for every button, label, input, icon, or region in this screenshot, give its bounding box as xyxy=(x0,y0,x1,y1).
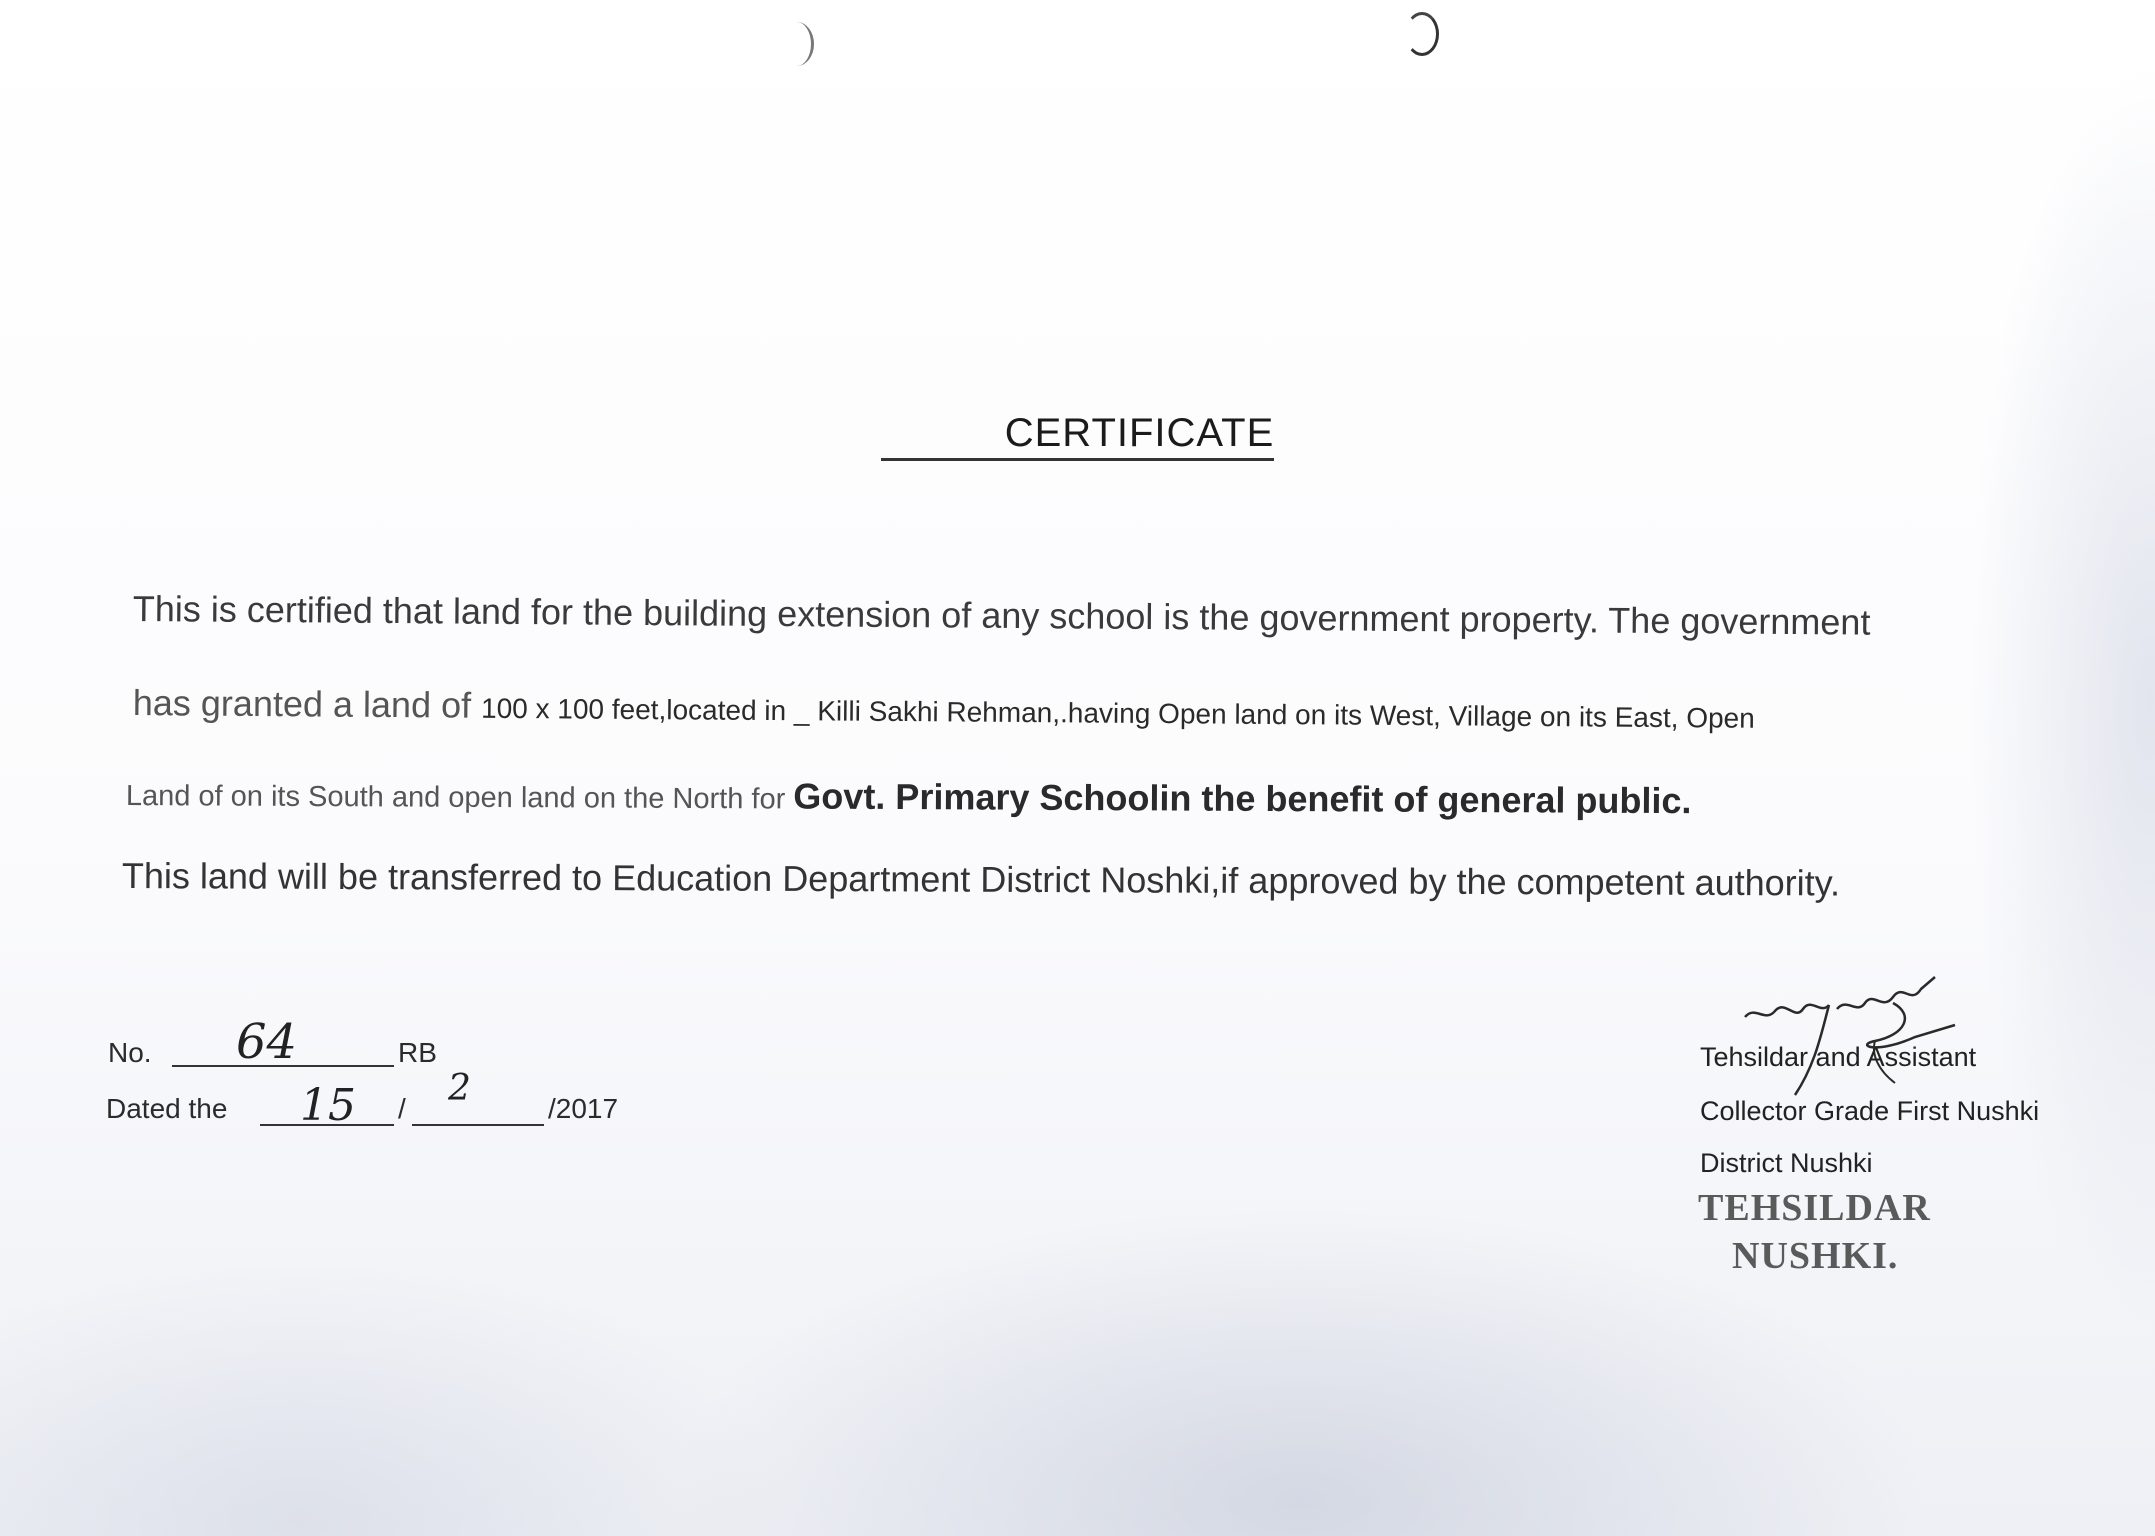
body-line-1: This is certified that land for the building extension of any school is the government property. The government xyxy=(132,588,1871,643)
date-month-blank xyxy=(412,1124,544,1126)
body-line-3-start: Land of on its South and open land on the North for xyxy=(125,779,794,816)
date-day-handwritten: 15 xyxy=(300,1080,356,1131)
certificate-title xyxy=(0,410,2155,461)
certificate-title-text: CERTIFICATE xyxy=(881,410,1275,461)
date-month-handwritten: 2 xyxy=(448,1068,471,1109)
signatory-line-2: Collector Grade First Nushki xyxy=(1700,1096,2040,1126)
stamp-line-2: NUSHKI. xyxy=(1732,1235,1899,1277)
signature-scribble xyxy=(1725,975,1985,1105)
reference-no-label: No. xyxy=(108,1037,152,1068)
body-line-2-rest: 100 x 100 feet,located in _ Killi Sakhi Rehman,.having Open land on its West, Village on its East, Open xyxy=(480,692,1755,734)
date-year: /2017 xyxy=(548,1093,619,1124)
punch-hole-mark xyxy=(780,22,814,66)
signatory-line-3: District Nushki xyxy=(1700,1148,1873,1178)
reference-no-suffix: RB xyxy=(398,1037,437,1068)
body-line-3-school: Govt. Primary Schoolin the benefit of general public. xyxy=(793,775,1692,822)
signatory-line-1: Tehsildar and Assistant xyxy=(1700,1042,1977,1072)
date-separator: / xyxy=(398,1093,406,1124)
punch-hole-mark xyxy=(1405,12,1439,56)
body-line-2 xyxy=(133,682,1755,737)
stamp-line-1: TEHSILDAR xyxy=(1698,1187,1931,1229)
body-line-3 xyxy=(126,772,1692,822)
reference-no-handwritten: 64 xyxy=(236,1014,298,1070)
body-line-2-start: has granted a land of xyxy=(132,682,482,726)
body-line-4: This land will be transferred to Education Department District Noshki,if approved by the competent authority. xyxy=(121,855,1841,904)
date-label: Dated the xyxy=(106,1093,228,1124)
